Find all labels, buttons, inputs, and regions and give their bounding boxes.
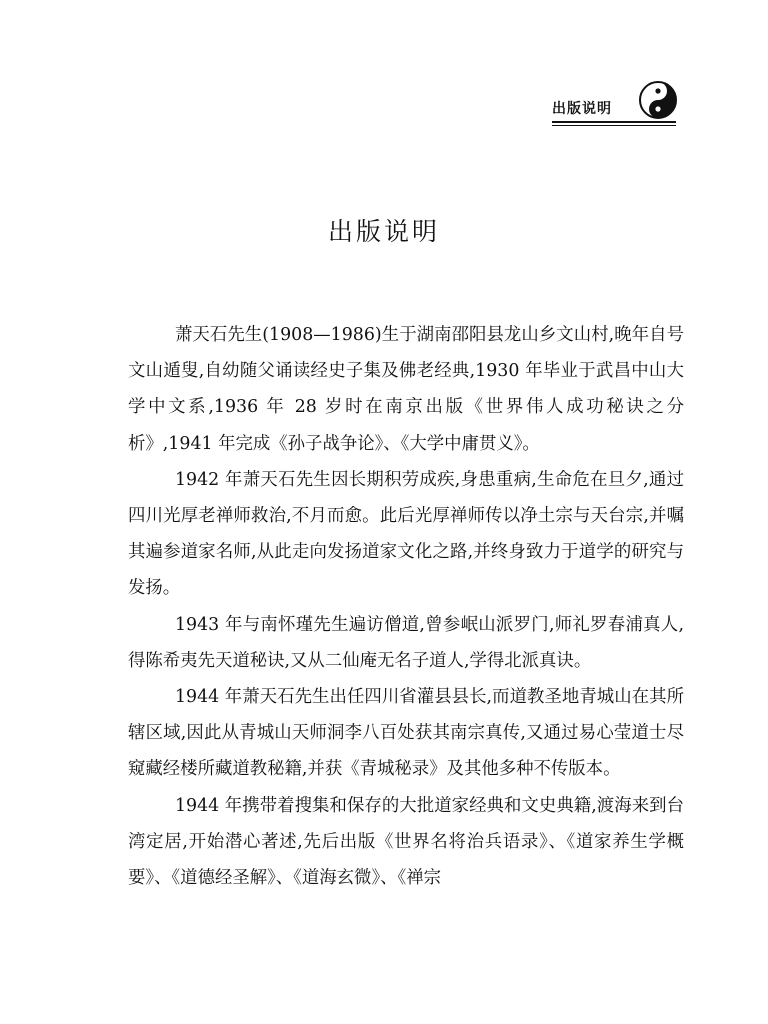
paragraph-1: 萧天石先生(1908—1986)生于湖南邵阳县龙山乡文山村,晚年自号文山遁叟,自幼随父诵读经史子集及佛老经典,1930 年毕业于武昌中山大学中文系,1936 年 28 岁时在南京出版《世界伟人成功秘诀之分析》,1941 年完成《孙子战争论》、《大学中庸贯义》。 xyxy=(128,325,684,454)
chapter-title: 出版说明 xyxy=(327,217,440,246)
taiji-icon xyxy=(638,80,678,120)
header-rule-secondary xyxy=(552,125,676,126)
paragraph-3: 1943 年与南怀瑾先生遍访僧道,曾参岷山派罗门,师礼罗春浦真人,得陈希夷先天道秘诀,又从二仙庵无名子道人,学得北派真诀。 xyxy=(128,614,684,671)
paragraph-4: 1944 年萧天石先生出任四川省灌县县长,而道教圣地青城山在其所辖区域,因此从青城山天师洞李八百处获其南宗真传,又通过易心莹道士尽窥藏经楼所藏道教秘籍,并获《青城秘录》及其他多种不传版本。 xyxy=(128,687,684,780)
paragraph-5: 1944 年携带着搜集和保存的大批道家经典和文史典籍,渡海来到台湾定居,开始潜心著述,先后出版《世界名将治兵语录》、《道家养生学概要》、《道德经圣解》、《道海玄微》、《禅宗 xyxy=(128,795,684,889)
paragraph-2: 1942 年萧天石先生因长期积劳成疾,身患重病,生命危在旦夕,通过四川光厚老禅师救治,不月而愈。此后光厚禅师传以净土宗与天台宗,并嘱其遍参道家名师,从此走向发扬道家文化之路,并终身致力于道学的研究与发扬。 xyxy=(128,469,684,599)
body-text xyxy=(128,317,684,896)
running-header xyxy=(470,78,682,126)
running-header-title: 出版说明 xyxy=(552,101,612,117)
header-rule xyxy=(552,121,676,123)
